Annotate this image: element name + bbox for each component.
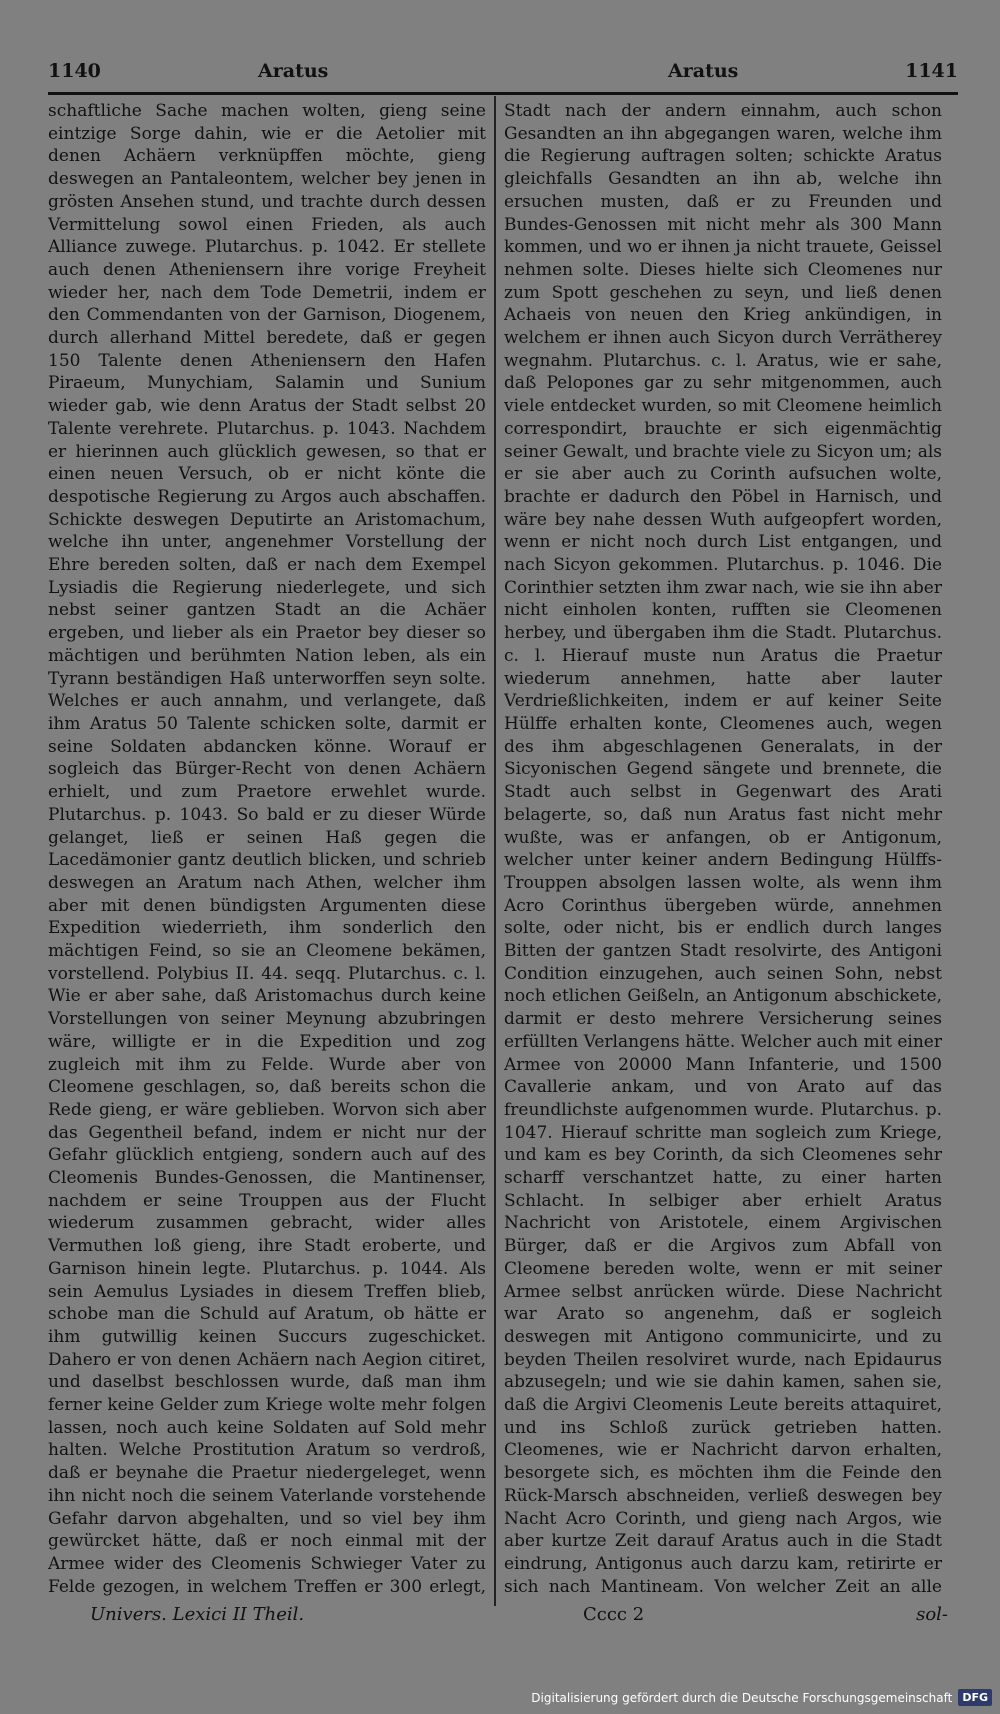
signature-mark: Cccc 2 — [583, 1604, 645, 1625]
dfg-logo-icon: DFG — [958, 1689, 992, 1706]
page-footer — [48, 1604, 958, 1630]
column-right-text: Stadt nach der andern einnahm, auch schon Gesandten an ihn abgegangen waren, welche ihm die Regierung auftragen solten; schickte Aratus gleichfalls Gesandten an ihn ab, welche ihn ersuchen musten, daß er zu Freunden und Bundes-Genossen mit nicht mehr als 300 Mann kommen, und wo er ihnen ja nicht trauete, Geissel nehmen solte. Dieses hielte sich Cleomenes nur zum Spott geschehen zu seyn, und ließ denen Achaeis von neuen den Krieg ankündigen, in welchem er ihnen auch Sicyon durch Verrätherey wegnahm. Plutarchus. c. l. Aratus, wie er sahe, daß Pelopones gar zu sehr mitgenommen, auch viele entdecket wurden, so mit Cleomene heimlich correspondirt, brauchte er sich eigenmächtig seiner Gewalt, und brachte viele zu Sicyon um; als er sie aber auch zu Corinth aufsuchen wolte, brachte er dadurch den Pöbel in Harnisch, und wäre bey nahe dessen Wuth aufgeopfert worden, wenn er nicht noch durch List entgangen, und nach Sicyon gekommen. Plutarchus. p. 1046. Die Corinthier setzten ihm zwar nach, wie sie ihn aber nicht einholen konten, rufften sie Cleomenen herbey, und übergaben ihm die Stadt. Plutarchus. c. l. Hierauf muste nun Aratus die Praetur wiederum annehmen, hatte aber lauter Verdrießlichkeiten, indem er auf keiner Seite Hülffe erhalten konte, Cleomenes auch, wegen des ihm abgeschlagenen Generalats, in der Sicyonischen Gegend sängete und brennete, die Stadt auch selbst in Gegenwart des Arati belagerte, so, daß nun Aratus fast nicht mehr wußte, was er anfangen, ob er Antigonum, welcher unter keiner andern Bedingung Hülffs-Trouppen absolgen lassen wolte, als wenn ihm Acro Corinthus übergeben würde, annehmen solte, oder nicht, bis er endlich durch langes Bitten der gantzen Stadt resolvirte, des Antigoni Condition einzugehen, auch seinen Sohn, nebst noch etlichen Geißeln, an Antigonum abschickete, darmit er desto mehrere Versicherung seines erfüllten Verlangens hätte. Welcher auch mit einer Armee von 20000 Mann Infanterie, und 1500 Cavallerie ankam, und von Arato auf das freundlichste aufgenommen wurde. Plutarchus. p. 1047. Hierauf schritte man sogleich zum Kriege, und kam es bey Corinth, da sich Cleomenes sehr scharff verschantzet hatte, zu einer harten Schlacht. In selbiger aber erhielt Aratus Nachricht von Aristotele, einem Argivischen Bürger, daß er die Argivos zum Abfall von Cleomene bereden wolte, wenn er mit seiner Armee selbst anrücken würde. Diese Nachricht war Arato so angenehm, daß er sogleich deswegen mit Antigono communicirte, und zu beyden Theilen resolviret wurde, nach Epidaurus abzusegeln; und wie sie dahin kamen, sahen sie, daß die Argivi Cleomenis Leute bereits attaquiret, und ins Schloß zurück getrieben hatten. Cleomenes, wie er Nachricht darvon erhalten, besorgete sich, es möchten ihm die Feinde den Rück-Marsch abschneiden, verließ deswegen bey Nacht Acro Corinth, und gieng nach Argos, wie aber kurtze Zeit darauf Aratus auch in die Stadt eindrung, Antigonus auch darzu kam, retirirte er sich nach Mantineam. Von welcher Zeit an alle — [504, 101, 942, 1597]
credit-text: Digitalisierung gefördert durch die Deutsche Forschungsgemeinschaft — [531, 1690, 953, 1705]
column-left-text: schaftliche Sache machen wolten, gieng seine eintzige Sorge dahin, wie er die Aetolier mit denen Achäern verknüpffen möchte, gieng deswegen an Pantaleontem, welcher bey jenen in grösten Ansehen stund, und trachte durch dessen Vermittelung sowol einen Frieden, als auch Alliance zuwege. Plutarchus. p. 1042. Er stellete auch denen Atheniensern ihre vorige Freyheit wieder her, nach dem Tode Demetrii, indem er den Commendanten von der Garnison, Diogenem, durch allerhand Mittel beredete, daß er gegen 150 Talente denen Atheniensern den Hafen Piraeum, Munychiam, Salamin und Sunium wieder gab, wie denn Aratus der Stadt selbst 20 Talente verehrete. Plutarchus. p. 1043. Nachdem er hierinnen auch glücklich gewesen, so that er einen neuen Versuch, ob er nicht könte die despotische Regierung zu Argos auch abschaffen. Schickte deswegen Deputirte an Aristomachum, welche ihn unter, angenehmer Vorstellung der Ehre bereden solten, daß er nach dem Exempel Lysiadis die Regierung niederlegete, und sich nebst seiner gantzen Stadt an die Achäer ergeben, und lieber als ein Praetor bey dieser so mächtigen und berühmten Nation leben, als ein Tyrann beständigen Haß unterworffen seyn solte. Welches er auch annahm, und verlangete, daß ihm Aratus 50 Talente schicken solte, darmit er seine Soldaten abdancken könne. Worauf er sogleich das Bürger-Recht von denen Achäern erhielt, und zum Praetore erwehlet wurde. Plutarchus. p. 1043. So bald er zu dieser Würde gelanget, ließ er seinen Haß gegen die Lacedämonier gantz deutlich blicken, und schrieb deswegen an Aratum nach Athen, welcher ihm aber mit denen bündigsten Argumenten diese Expedition wiederrieth, ihm sonderlich den mächtigen Feind, so sie an Cleomene bekämen, vorstellend. Polybius II. 44. seqq. Plutarchus. c. l. Wie er aber sahe, daß Aristomachus durch keine Vorstellungen von seiner Meynung abzubringen wäre, willigte er in die Expedition und zog zugleich mit ihm zu Felde. Wurde aber von Cleomene geschlagen, so, daß bereits schon die Rede gieng, er wäre geblieben. Worvon sich aber das Gegentheil befand, indem er nicht nur der Gefahr glücklich entgieng, sondern auch auf des Cleomenis Bundes-Genossen, die Mantinenser, nachdem er seine Trouppen aus der Flucht wiederum zusammen gebracht, wider alles Vermuthen loß gieng, ihre Stadt eroberte, und Garnison hinein legte. Plutarchus. p. 1044. Als sein Aemulus Lysiades in diesem Treffen blieb, schobe man die Schuld auf Aratum, ob hätte er ihm gutwillig keinen Succurs zugeschicket. Dahero er von denen Achäern nach Aegion citiret, und daselbst beschlossen wurde, daß man ihm ferner keine Gelder zum Kriege wolte mehr folgen lassen, noch auch keine Soldaten auf Sold mehr halten. Welche Prostitution Aratum so verdroß, daß er beynahe die Praetur niedergeleget, wenn ihn nicht noch die seinem Vaterlande vorstehende Gefahr darvon abgehalten, und so viel bey ihm gewürcket hätte, daß er noch einmal mit der Armee wider des Cleomenis Schwieger Vater zu Felde gezogen, in welchem Treffen er 300 erlegt, — [48, 101, 486, 1597]
running-title-right: Aratus — [668, 60, 739, 82]
column-divider — [494, 96, 496, 1606]
header-rule — [48, 92, 958, 95]
catchword: sol- — [916, 1604, 948, 1625]
scanned-page — [48, 52, 958, 1672]
text-column-left — [48, 100, 486, 1600]
page-header — [48, 52, 958, 92]
digitization-credit — [531, 1689, 992, 1706]
page-number-right: 1141 — [905, 60, 958, 82]
page-number-left: 1140 — [48, 60, 101, 82]
footer-volume-note: Univers. Lexici II Theil. — [90, 1604, 305, 1625]
text-column-right — [504, 100, 942, 1600]
running-title-left: Aratus — [258, 60, 329, 82]
